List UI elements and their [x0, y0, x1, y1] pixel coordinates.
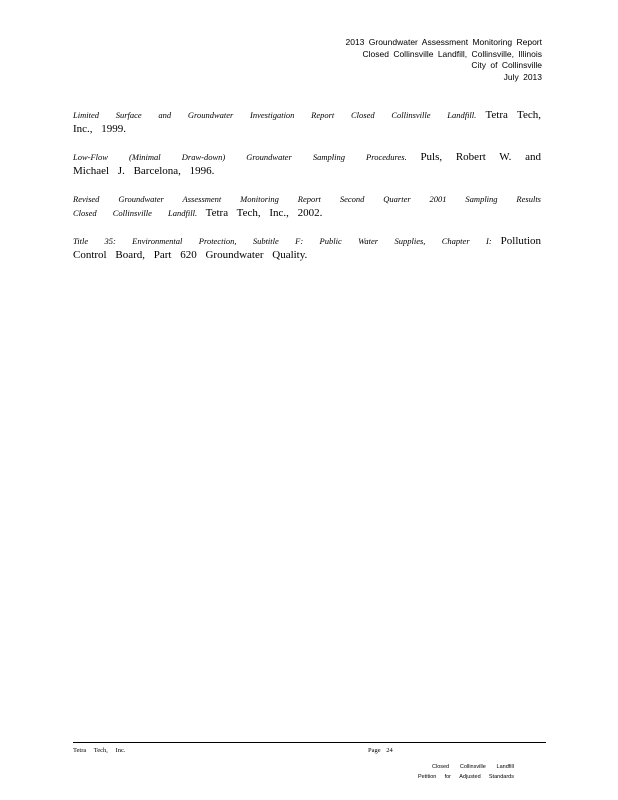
reference-item — [73, 235, 541, 262]
footer-doc-word: Closed — [432, 764, 450, 770]
reference-source: Puls, Robert W. and Michael J. Barcelona, 1996. — [73, 151, 542, 177]
header-client: City of Collinsville — [471, 60, 542, 70]
footer-doc-word: Petition — [418, 774, 437, 780]
footer-doc-word: for — [444, 774, 452, 780]
reference-item — [73, 193, 541, 220]
footer-document-name — [418, 762, 514, 782]
reference-title: Limited Surface and Groundwater Investigation Report Closed Collinsville Landfill. — [73, 110, 477, 120]
reference-item — [73, 151, 541, 178]
reference-title: Low-Flow (Minimal Draw-down) Groundwater Sampling Procedures. — [73, 152, 407, 162]
header-date: July 2013 — [503, 71, 542, 82]
reference-source: Pollution Control Board, Part 620 Groundwater Quality. — [73, 235, 541, 261]
reference-source: Tetra Tech, Inc., 1999. — [73, 109, 541, 135]
footer-doc-word: Adjusted — [459, 774, 481, 780]
header-site-name: Closed Collinsville Landfill, Collinsville, Illinois — [362, 48, 542, 59]
footer-divider — [73, 742, 546, 743]
reference-item — [73, 109, 541, 136]
reference-title: Title 35: Environmental Protection, Subtitle F: Public Water Supplies, Chapter I: — [73, 236, 492, 246]
reference-list — [73, 98, 541, 277]
header-report-title: 2013 Groundwater Assessment Monitoring Report — [345, 37, 542, 47]
footer-doc-word: Standards — [488, 774, 514, 780]
reference-source: Tetra Tech, Inc., 2002. — [205, 206, 323, 219]
footer-company: Tetra Tech, Inc. — [73, 747, 126, 754]
footer-doc-word: Collinsville — [459, 764, 486, 770]
page-header — [242, 37, 542, 83]
reference-title: Revised Groundwater Assessment Monitoring Report Second Quarter 2001 Sampling Results Closed Collinsville Landfill. — [73, 194, 541, 218]
footer-page-number: Page 24 — [368, 747, 393, 754]
footer-doc-word: Landfill — [496, 764, 514, 770]
